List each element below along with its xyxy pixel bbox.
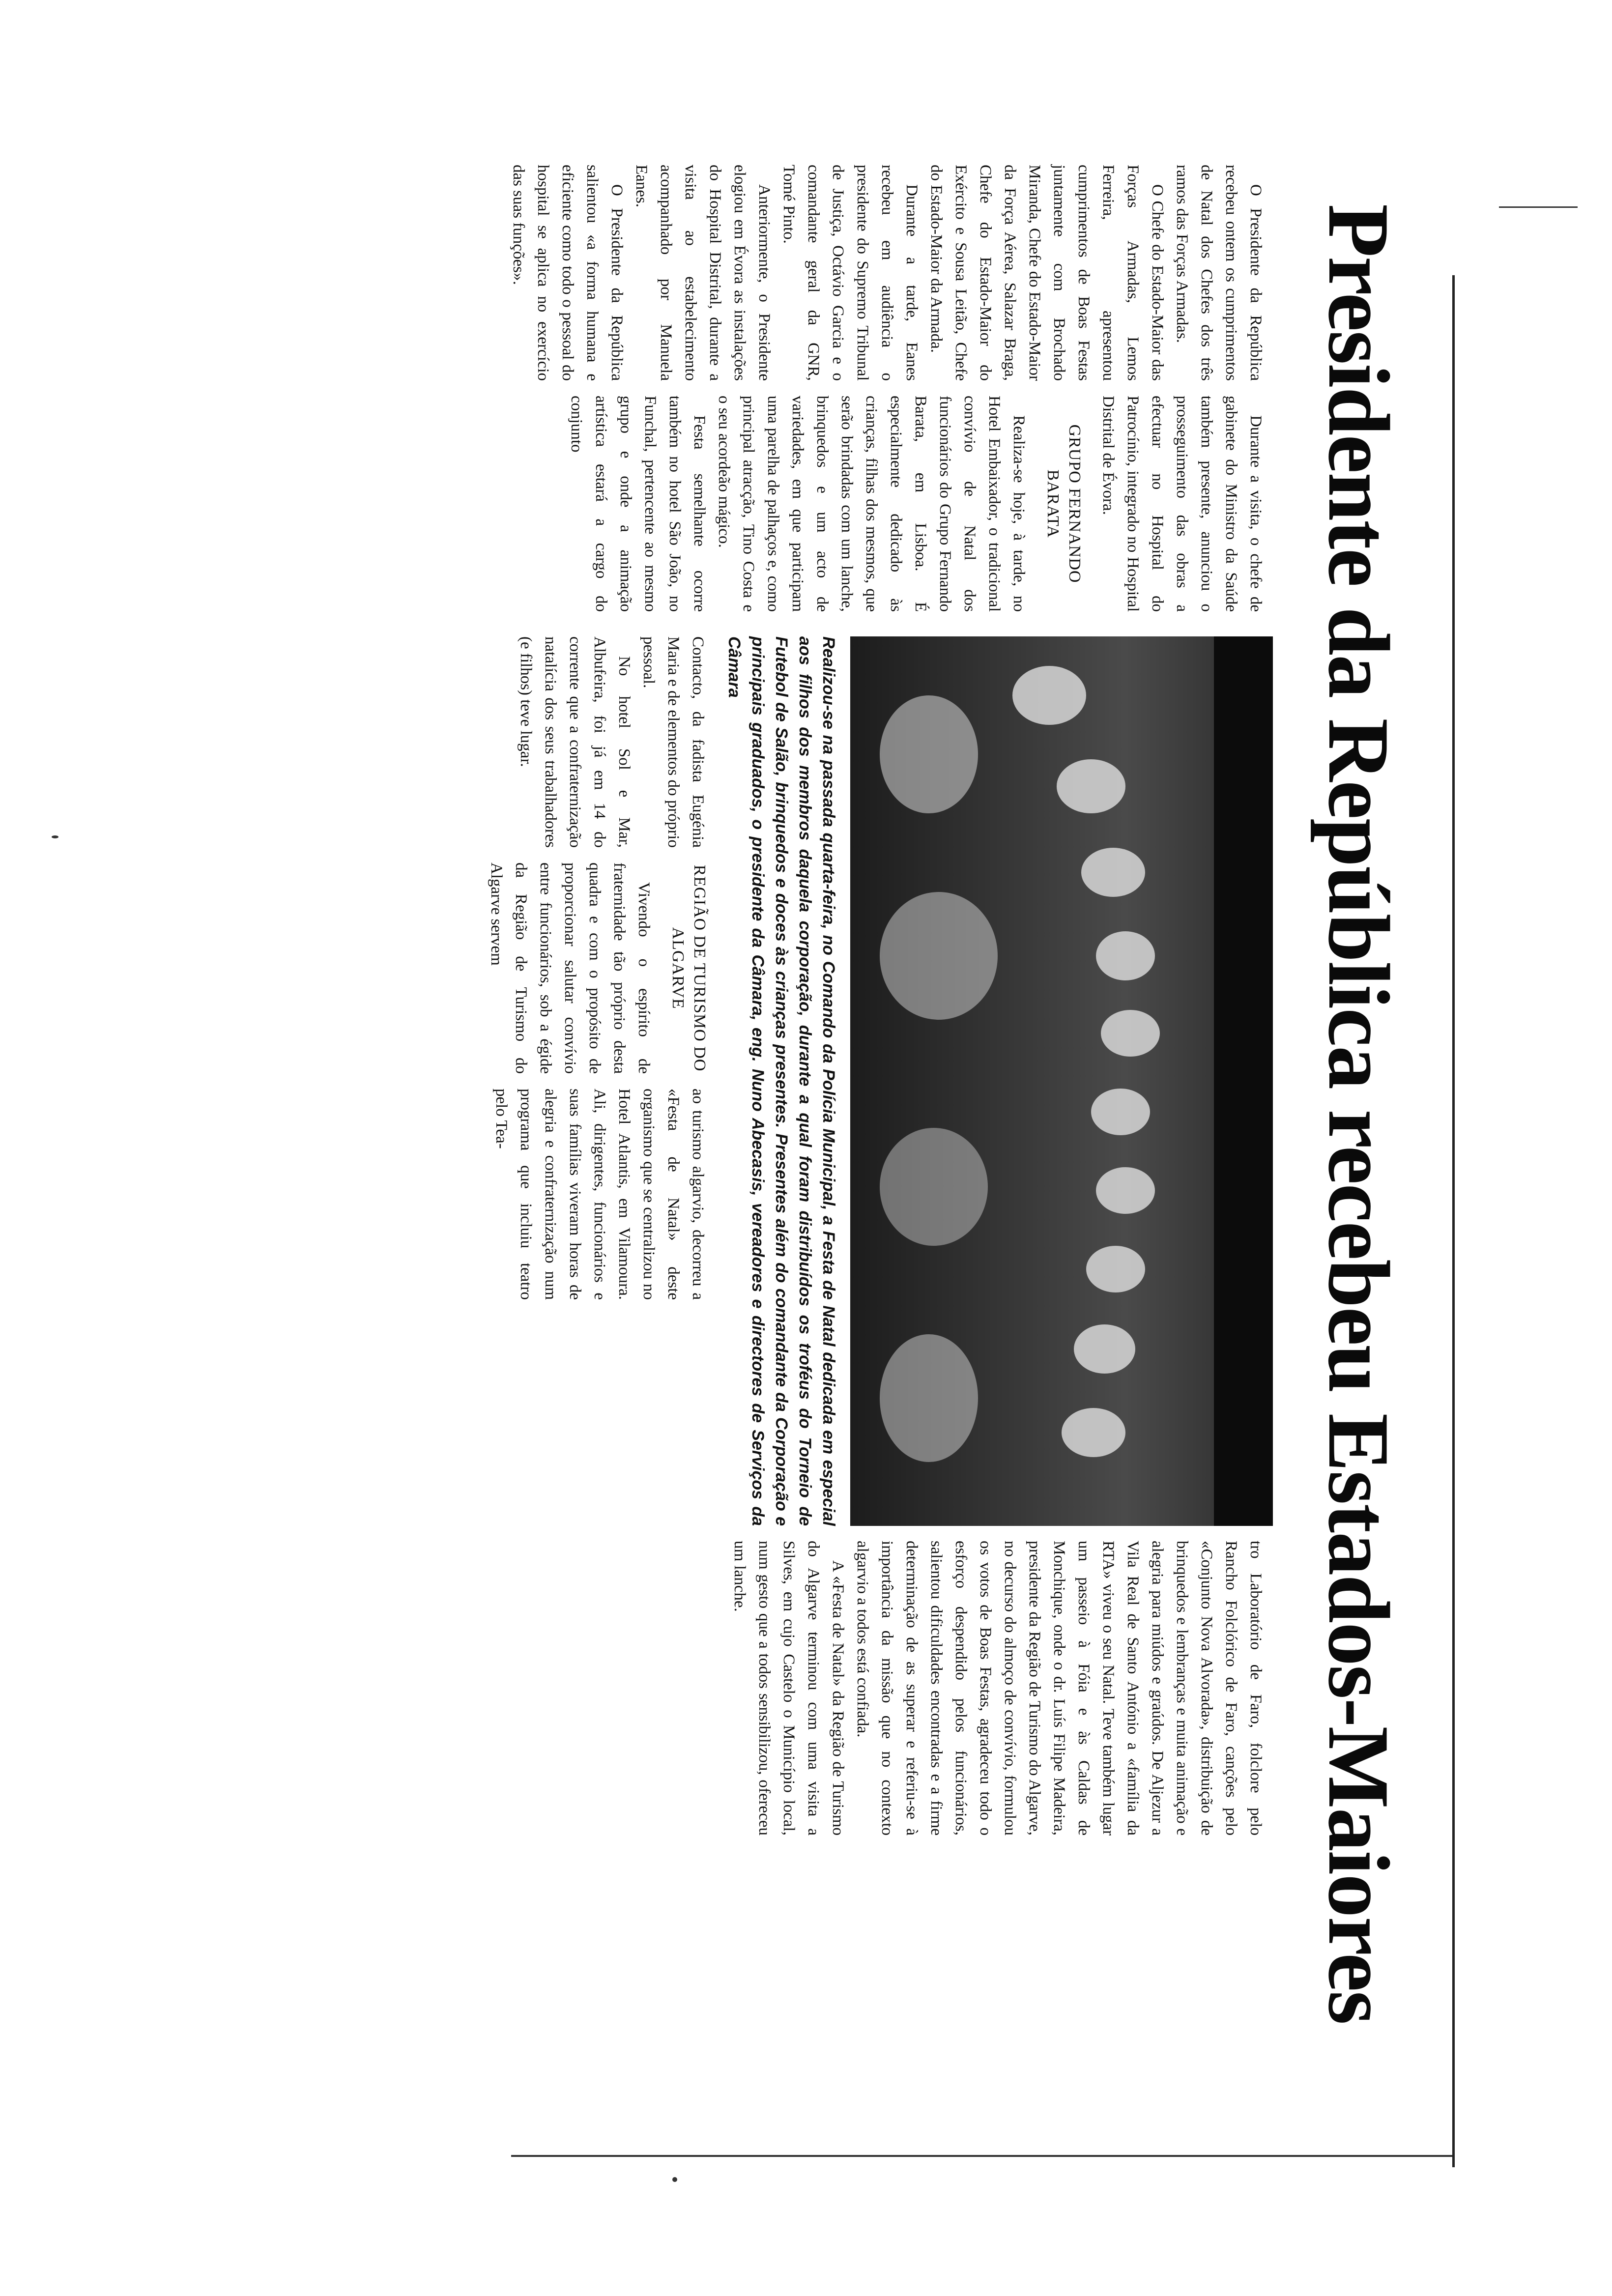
paragraph: Festa semelhante ocorre também no hotel São João, no Funchal, pertencente ao mesmo grupo e onde a animação artística estará a cargo do conjunto <box>568 396 708 612</box>
scan-speck <box>672 2177 677 2182</box>
paragraph: O Presidente da República salientou «a forma humana e eficiente como todo o pessoal do hospital se aplica no exercício das suas funções». <box>510 165 626 381</box>
scan-speck <box>52 835 58 838</box>
paragraph: Durante a tarde, Eanes recebeu em audiência o presidente do Supremo Tribunal de Justiça, Octávio Garcia e o comandante geral da GNR, Tomé Pinto. <box>780 165 921 381</box>
section-heading: GRUPO FERNANDO BARATA <box>1044 424 1084 583</box>
section-heading: REGIÃO DE TURISMO DO ALGARVE <box>669 864 709 1072</box>
article-column-6 <box>727 1541 1268 1836</box>
paragraph: Realiza-se hoje, à tarde, no Hotel Embaixador, o tradicional convívio de Natal dos funcionários do Grupo Fernando Barata, em Lisboa. É especialmente dedicado às crianças, filhas dos mesmos, que serão brindadas com um lanche, brinquedos e um acto de variedades, em que participam uma parelha de palhaços e, como principal atracção, Tino Costa e o seu acordeão mágico. <box>715 396 1028 612</box>
paragraph: O Presidente da República recebeu ontem os cumprimentos de Natal dos Chefes dos três ramos das Forças Armadas. <box>1173 165 1265 381</box>
news-photo <box>850 636 1273 1526</box>
paragraph: ao turismo algarvio, decorreu a «Festa de Natal» deste organismo que se centralizou no Hotel Atlantis, em Vilamoura. Ali, dirigentes, funcionários e suas famílias viveram horas de alegria e confraternização num programa que incluiu teatro pelo Tea- <box>492 1089 707 1300</box>
column-rule <box>1452 275 1455 2167</box>
paragraph: Contacto, da fadista Eugénia Maria e de elementos do próprio pessoal. <box>640 636 707 848</box>
article-column-2 <box>564 396 1268 612</box>
photo-caption: Realizou-se na passada quarta-feira, no Comando da Polícia Municipal, a Festa de Natal dedicada em especial aos filhos dos membros daquela corporação, durante a qual foram distribuídos os troféus do Torneio de Futebol de Salão, brinquedos e doces às crianças presentes. Presentes além do comandante da Corporação e principais graduados, o presidente da Câmara, eng. Nuno Abecasis, vereadores e directores de Serviços da Câmara <box>725 636 838 1526</box>
paragraph: No hotel Sol e Mar, Albufeira, foi já em 14 do corrente que a confraternização natalícia dos seus trabalhadores (e filhos) teve lugar. <box>517 636 633 848</box>
paragraph: tro Laboratório de Faro, folclore pelo Rancho Folclórico de Faro, canções pelo «Conjunto Nova Alvorada», distribuição de brinquedos e lembranças e muita animação e alegria para miúdos e graúdos. De Aljezur a Vila Real de Santo António a «família da RTA» viveu o seu Natal. Teve também lugar um passeio à Fóia e às Caldas de Monchique, onde o dr. Luís Filipe Madeira, presidente da Região de Turismo do Algarve, no decurso do almoço de convívio, formulou os votos de Boas Festas, agradeceu todo o esforço despendido pelos funcionários, salientou dificuldades encontradas e a firme determinação de as superar e referiu-se à importância da missão que no contexto algarvio a todos está confiada. <box>854 1541 1265 1836</box>
paragraph: Anteriormente, o Presidente elogiou em Évora as instalações do Hospital Distrital, durante a visita ao estabelecimento acompanhado por Manuela Eanes. <box>633 165 773 381</box>
article-column-5 <box>489 1089 710 1300</box>
page-edge-rule <box>511 2155 1452 2157</box>
newspaper-clipping <box>413 145 1435 2111</box>
article-column-3 <box>514 636 710 848</box>
article-column-4 <box>484 862 710 1074</box>
paragraph: Vivendo o espírito de fraternidade tão próprio desta quadra e com o propósito de proporcionar salutar convívio entre funcionários, sob a égide da Região de Turismo do Algarve servem <box>488 862 653 1074</box>
scan-mark <box>1499 206 1578 208</box>
article-column-1 <box>506 165 1268 381</box>
paragraph: Durante a visita, o chefe de gabinete do Ministro da Saúde também presente, anunciou o prosseguimento das obras a efectuar no Hospital do Patrocínio, integrado no Hospital Distrital de Évora. <box>1099 396 1265 612</box>
paragraph: O Chefe do Estado-Maior das Forças Armadas, Lemos Ferreira, apresentou cumprimentos de Boas Festas juntamente com Brochado Miranda, Chefe do Estado-Maior da Força Aérea, Salazar Braga, Chefe do Estado-Maior do Exército e Sousa Leitão, Chefe do Estado-Maior da Armada. <box>927 165 1166 381</box>
headline: Presidente da República recebeu Estados-Maiores <box>1310 204 1408 2024</box>
paragraph: A «Festa de Natal» da Região de Turismo do Algarve terminou com uma visita a Silves, em cujo Castelo o Município local, num gesto que a todos sensibilizou, ofereceu um lanche. <box>731 1541 847 1836</box>
